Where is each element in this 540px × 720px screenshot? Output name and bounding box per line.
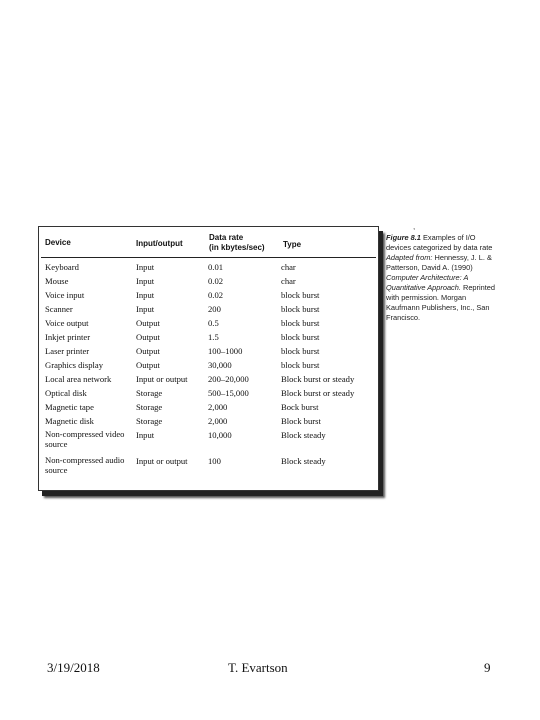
caption-permission: Reprinted with permission. Morgan Kaufmann Publishers, Inc., San Francisco. <box>386 283 496 322</box>
device-cell: Graphics display <box>45 360 103 370</box>
device-cell: Optical disk <box>45 388 87 398</box>
type-cell: block burst <box>281 346 320 356</box>
type-cell: Block steady <box>281 456 326 466</box>
header-io: Input/output <box>136 239 183 248</box>
type-cell: block burst <box>281 318 320 328</box>
io-cell: Input <box>136 276 155 286</box>
io-device-table <box>39 227 378 490</box>
scan-mark: , <box>413 222 416 231</box>
caption-book: Computer Architecture: A Quantitative Approach. <box>386 273 469 292</box>
figure-title: Examples of I/O devices categorized by data rate <box>386 233 493 252</box>
type-cell: block burst <box>281 290 320 300</box>
device-cell: Keyboard <box>45 262 79 272</box>
io-cell: Input <box>136 290 155 300</box>
rate-cell: 500–15,000 <box>208 388 249 398</box>
rate-cell: 0.02 <box>208 276 224 286</box>
footer-date: 3/19/2018 <box>47 660 100 675</box>
device-cell: Non-compressed audio source <box>45 455 125 475</box>
io-cell: Output <box>136 332 160 342</box>
device-cell: Inkjet printer <box>45 332 91 342</box>
device-cell: Local area network <box>45 374 112 384</box>
rate-cell: 2,000 <box>208 416 228 426</box>
io-cell: Output <box>136 346 160 356</box>
rate-cell: 1.5 <box>208 332 219 342</box>
io-cell: Input <box>136 430 155 440</box>
rate-cell: 100–1000 <box>208 346 243 356</box>
device-cell: Non-compressed video source <box>45 429 125 449</box>
type-cell: Block steady <box>281 430 326 440</box>
io-cell: Output <box>136 360 160 370</box>
io-cell: Storage <box>136 388 163 398</box>
type-cell: block burst <box>281 304 320 314</box>
rate-cell: 0.01 <box>208 262 224 272</box>
device-cell: Voice output <box>45 318 89 328</box>
io-cell: Storage <box>136 402 163 412</box>
header-device: Device <box>45 238 71 247</box>
device-cell: Mouse <box>45 276 69 286</box>
type-cell: Block burst or steady <box>281 388 355 398</box>
rate-cell: 0.02 <box>208 290 224 300</box>
rate-cell: 30,000 <box>208 360 232 370</box>
adapted-label: Adapted from: <box>386 253 433 262</box>
device-cell: Scanner <box>45 304 73 314</box>
type-cell: block burst <box>281 332 320 342</box>
io-cell: Input or output <box>136 456 188 466</box>
io-cell: Input <box>136 304 155 314</box>
device-cell: Magnetic disk <box>45 416 94 426</box>
header-divider <box>41 257 376 258</box>
rate-cell: 200 <box>208 304 221 314</box>
type-cell: block burst <box>281 360 320 370</box>
type-cell: char <box>281 262 296 272</box>
device-cell: Voice input <box>45 290 85 300</box>
header-rate-line2: (in kbytes/sec) <box>209 243 265 252</box>
header-rate-line1: Data rate <box>209 233 244 242</box>
footer-page-number: 9 <box>484 660 491 675</box>
figure-caption <box>386 233 498 323</box>
rate-cell: 10,000 <box>208 430 232 440</box>
rate-cell: 0.5 <box>208 318 219 328</box>
footer-author: T. Evartson <box>228 660 288 675</box>
header-type: Type <box>283 240 302 249</box>
rate-cell: 200–20,000 <box>208 374 249 384</box>
type-cell: Block burst <box>281 416 321 426</box>
type-cell: Block burst or steady <box>281 374 355 384</box>
figure-number: Figure 8.1 <box>386 233 421 242</box>
device-cell: Laser printer <box>45 346 90 356</box>
io-cell: Storage <box>136 416 163 426</box>
rate-cell: 2,000 <box>208 402 228 412</box>
type-cell: char <box>281 276 296 286</box>
type-cell: Bock burst <box>281 402 319 412</box>
caption-authors: Hennessy, J. L. & Patterson, David A. (1990) <box>386 253 492 272</box>
scanned-table-image <box>38 226 379 491</box>
rate-cell: 100 <box>208 456 221 466</box>
io-cell: Input or output <box>136 374 188 384</box>
io-cell: Output <box>136 318 160 328</box>
io-cell: Input <box>136 262 155 272</box>
device-cell: Magnetic tape <box>45 402 94 412</box>
